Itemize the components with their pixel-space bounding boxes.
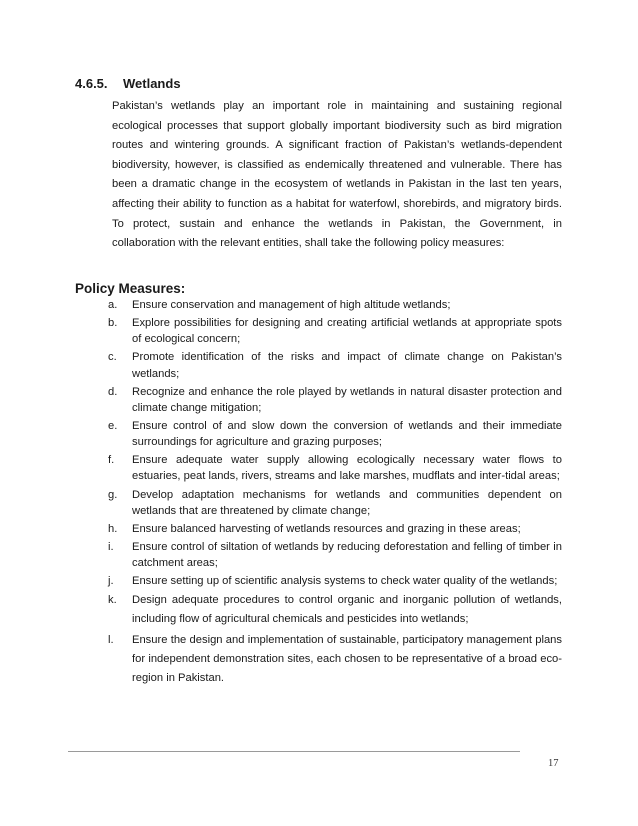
list-item <box>108 297 562 313</box>
section-number: 4.6.5. <box>75 76 108 91</box>
list-item <box>108 487 562 519</box>
footer-divider <box>68 751 520 752</box>
list-item-text: Ensure control of siltation of wetlands by reducing deforestation and felling of timber in catchment areas; <box>132 540 562 570</box>
list-item-text: Promote identification of the risks and impact of climate change on Pakistan’s wetlands; <box>132 351 562 380</box>
list-item <box>108 539 562 571</box>
list-item-marker: c. <box>108 351 117 364</box>
list-item-marker: k. <box>108 594 117 607</box>
list-item <box>108 452 562 484</box>
intro-paragraph: Pakistan’s wetlands play an important role in maintaining and sustaining regional ecological processes that support globally important biodiversity such as bird migration routes and wintering grounds. A significant fraction of Pakistan’s wetlands-dependent biodiversity, however, is classified as endemically threatened and vulnerable. There has been a dramatic change in the ecosystem of wetlands in Pakistan in the last ten years, affecting their ability to function as a habitat for waterfowl, shorebirds, and migratory birds. To protect, sustain and enhance the wetlands in Pakistan, the Government, in collaboration with the relevant entities, shall take the following policy measures: <box>112 100 562 250</box>
list-item <box>108 591 562 629</box>
list-item <box>108 315 562 347</box>
section-heading <box>75 76 181 91</box>
list-item <box>108 521 562 537</box>
section-title: Wetlands <box>123 76 181 91</box>
list-item-marker: i. <box>108 540 114 553</box>
list-item-text: Ensure setting up of scientific analysis systems to check water quality of the wetlands; <box>132 575 558 588</box>
policy-measures-list <box>108 297 562 690</box>
list-item-marker: h. <box>108 522 118 535</box>
list-item-text: Recognize and enhance the role played by wetlands in natural disaster protection and climate change mitigation; <box>132 385 562 414</box>
list-item-marker: e. <box>108 419 118 432</box>
list-item-text: Ensure balanced harvesting of wetlands resources and grazing in these areas; <box>132 522 521 535</box>
list-item-marker: j. <box>108 575 114 588</box>
list-item-text: Ensure the design and implementation of sustainable, participatory management plans for independent demonstration sites, each chosen to be representative of a broad eco-region in Pakistan. <box>132 634 562 685</box>
list-item <box>108 349 562 381</box>
list-item-marker: l. <box>108 634 114 647</box>
list-item-marker: f. <box>108 454 115 467</box>
list-item-text: Ensure conservation and management of high altitude wetlands; <box>132 299 451 311</box>
list-item-text: Ensure adequate water supply allowing ecologically necessary water flows to estuaries, peat lands, rivers, streams and lake marshes, mudflats and inter-tidal areas; <box>132 454 562 483</box>
list-item-marker: g. <box>108 488 118 501</box>
list-item-marker: d. <box>108 385 118 398</box>
list-item <box>108 418 562 450</box>
list-item-marker: a. <box>108 299 118 311</box>
list-item-text: Develop adaptation mechanisms for wetlands and communities dependent on wetlands that are threatened by climate change; <box>132 488 562 517</box>
list-item-marker: b. <box>108 317 118 330</box>
list-item <box>108 573 562 589</box>
list-item <box>108 384 562 416</box>
list-item-text: Explore possibilities for designing and creating artificial wetlands at appropriate spots of ecological concern; <box>132 317 562 346</box>
page-number: 17 <box>548 758 559 769</box>
list-item-text: Design adequate procedures to control organic and inorganic pollution of wetlands, including flow of agricultural chemicals and pesticides into wetlands; <box>132 594 562 626</box>
policy-measures-title: Policy Measures: <box>75 281 186 296</box>
list-item <box>108 631 562 688</box>
list-item-text: Ensure control of and slow down the conversion of wetlands and their immediate surroundings for agriculture and grazing purposes; <box>132 419 562 449</box>
